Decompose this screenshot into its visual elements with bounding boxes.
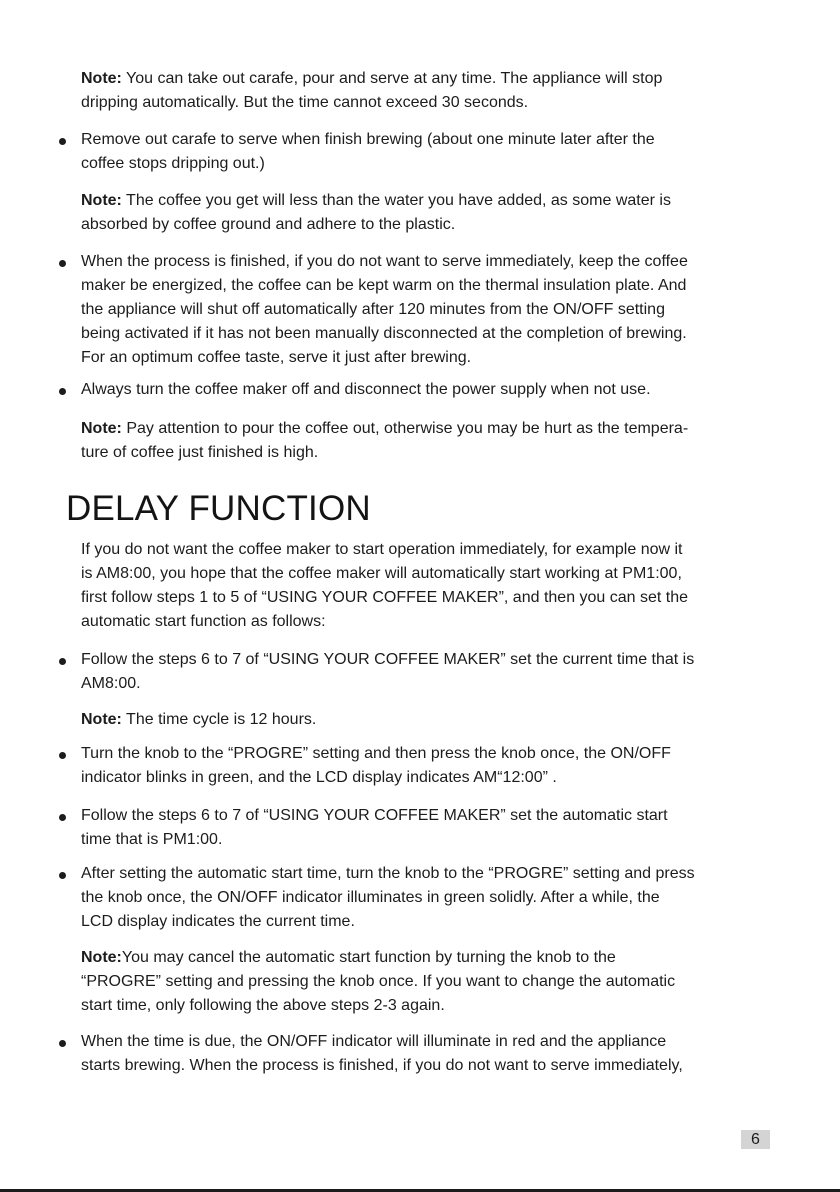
text-line — [81, 274, 781, 298]
line-text: Follow the steps 6 to 7 of “USING YOUR COFFEE MAKER” set the current time that is — [81, 651, 695, 668]
text-line — [81, 862, 781, 886]
line-text: AM8:00. — [81, 675, 141, 692]
bullet-dot-icon — [59, 752, 66, 759]
note-paragraph — [81, 708, 781, 732]
bullet-item — [81, 128, 781, 176]
line-text: maker be energized, the coffee can be kept warm on the thermal insulation plate. And — [81, 277, 687, 294]
line-text: coffee stops dripping out.) — [81, 155, 265, 172]
note-label: Note: — [81, 70, 122, 87]
text-line — [81, 1054, 781, 1078]
line-text: Turn the knob to the “PROGRE” setting and then press the knob once, the ON/OFF — [81, 745, 671, 762]
bullet-dot-icon — [59, 658, 66, 665]
text-line — [81, 742, 781, 766]
text-line — [81, 946, 781, 970]
bullet-item — [81, 862, 781, 934]
text-line — [81, 67, 781, 91]
text-line — [81, 562, 781, 586]
text-line — [81, 417, 781, 441]
line-text: indicator blinks in green, and the LCD display indicates AM“12:00” . — [81, 769, 557, 786]
note-paragraph — [81, 67, 781, 115]
line-text: starts brewing. When the process is finished, if you do not want to serve immediately, — [81, 1057, 683, 1074]
bullet-item — [81, 378, 781, 402]
line-text: start time, only following the above steps 2-3 again. — [81, 997, 445, 1014]
text-line — [81, 672, 781, 696]
page-number: 6 — [741, 1130, 770, 1149]
text-line — [81, 586, 781, 610]
text-line — [81, 322, 781, 346]
bullet-item — [81, 648, 781, 696]
line-text: first follow steps 1 to 5 of “USING YOUR COFFEE MAKER”, and then you can set the — [81, 589, 689, 606]
line-text: Pay attention to pour the coffee out, otherwise you may be hurt as the tempera- — [121, 420, 689, 437]
line-text: When the time is due, the ON/OFF indicator will illuminate in red and the appliance — [81, 1033, 667, 1050]
line-text: being activated if it has not been manually disconnected at the completion of brewing. — [81, 325, 687, 342]
text-line — [81, 610, 781, 634]
bullet-dot-icon — [59, 1040, 66, 1047]
text-line — [81, 708, 781, 732]
text-line — [81, 1030, 781, 1054]
text-line — [81, 766, 781, 790]
bullet-item — [81, 742, 781, 790]
line-text: is AM8:00, you hope that the coffee maker will automatically start working at PM1:00, — [81, 565, 682, 582]
text-line — [81, 994, 781, 1018]
text-line — [81, 346, 781, 370]
note-paragraph — [81, 946, 781, 1018]
text-line — [81, 804, 781, 828]
note-label: Note: — [81, 949, 122, 966]
line-text: the appliance will shut off automatically after 120 minutes from the ON/OFF setting — [81, 301, 665, 318]
bullet-dot-icon — [59, 872, 66, 879]
line-text: You may cancel the automatic start function by turning the knob to the — [121, 949, 616, 966]
text-line — [81, 538, 781, 562]
line-text: dripping automatically. But the time cannot exceed 30 seconds. — [81, 94, 529, 111]
line-text: After setting the automatic start time, turn the knob to the “PROGRE” setting and press — [81, 865, 695, 882]
note-label: Note: — [81, 420, 122, 437]
section-heading: DELAY FUNCTION — [66, 489, 371, 528]
text-line — [81, 910, 781, 934]
line-text: “PROGRE” setting and pressing the knob once. If you want to change the automatic — [81, 973, 676, 990]
text-line — [81, 970, 781, 994]
line-text: Remove out carafe to serve when finish brewing (about one minute later after the — [81, 131, 655, 148]
bullet-dot-icon — [59, 260, 66, 267]
text-line — [81, 886, 781, 910]
text-line — [81, 189, 781, 213]
note-paragraph — [81, 417, 781, 465]
bullet-item — [81, 804, 781, 852]
line-text: For an optimum coffee taste, serve it just after brewing. — [81, 349, 472, 366]
line-text: Always turn the coffee maker off and disconnect the power supply when not use. — [81, 381, 651, 398]
bullet-item — [81, 250, 781, 370]
line-text: the knob once, the ON/OFF indicator illuminates in green solidly. After a while, the — [81, 889, 660, 906]
text-line — [81, 128, 781, 152]
note-label: Note: — [81, 711, 122, 728]
note-paragraph — [81, 189, 781, 237]
line-text: When the process is finished, if you do not want to serve immediately, keep the coffee — [81, 253, 688, 270]
bullet-item — [81, 1030, 781, 1078]
text-line — [81, 152, 781, 176]
text-line — [81, 378, 781, 402]
line-text: ture of coffee just finished is high. — [81, 444, 319, 461]
line-text: The time cycle is 12 hours. — [121, 711, 317, 728]
text-line — [81, 828, 781, 852]
note-label: Note: — [81, 192, 122, 209]
text-line — [81, 648, 781, 672]
bullet-dot-icon — [59, 138, 66, 145]
line-text: LCD display indicates the current time. — [81, 913, 355, 930]
text-line — [81, 91, 781, 115]
paragraph — [81, 538, 781, 634]
text-line — [81, 298, 781, 322]
line-text: automatic start function as follows: — [81, 613, 326, 630]
line-text: You can take out carafe, pour and serve at any time. The appliance will stop — [121, 70, 663, 87]
text-line — [81, 250, 781, 274]
line-text: Follow the steps 6 to 7 of “USING YOUR COFFEE MAKER” set the automatic start — [81, 807, 668, 824]
line-text: The coffee you get will less than the water you have added, as some water is — [121, 192, 671, 209]
line-text: time that is PM1:00. — [81, 831, 223, 848]
bullet-dot-icon — [59, 814, 66, 821]
text-line — [81, 213, 781, 237]
text-line — [81, 441, 781, 465]
bullet-dot-icon — [59, 388, 66, 395]
line-text: If you do not want the coffee maker to start operation immediately, for example now it — [81, 541, 683, 558]
line-text: absorbed by coffee ground and adhere to the plastic. — [81, 216, 456, 233]
